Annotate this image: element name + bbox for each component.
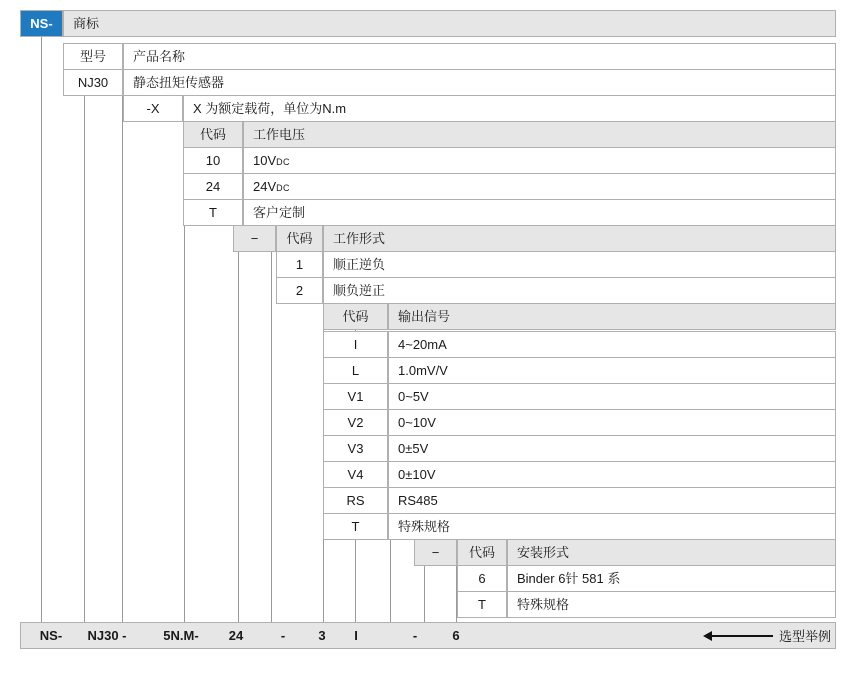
brand-label-cell: 商标 <box>63 10 836 37</box>
voltage-desc-10-text: 10V <box>253 153 277 168</box>
example-cell-brand: NS- <box>39 628 63 643</box>
model-code-cell: 型号 <box>63 43 123 70</box>
connector-line <box>390 538 391 623</box>
output-desc-v4: 0±10V <box>388 461 836 488</box>
output-desc-rs: RS485 <box>388 487 836 514</box>
mode-header-code: 代码 <box>276 225 323 252</box>
rated-code-cell: -X <box>123 95 183 122</box>
mount-header-code: 代码 <box>457 539 507 566</box>
mount-header-desc: 安装形式 <box>507 539 836 566</box>
output-code-i: I <box>323 331 388 358</box>
voltage-code-10: 10 <box>183 147 243 174</box>
example-cell-mode: 3 <box>318 628 326 643</box>
connector-line <box>41 35 42 623</box>
voltage-code-24: 24 <box>183 173 243 200</box>
voltage-code-t: T <box>183 199 243 226</box>
voltage-header-code: 代码 <box>183 121 243 148</box>
left-arrow-icon <box>703 631 773 641</box>
example-note-group <box>703 623 831 648</box>
mount-desc-t: 特殊规格 <box>507 591 836 618</box>
output-header-desc: 输出信号 <box>388 303 836 330</box>
voltage-desc-24-text: 24V <box>253 179 277 194</box>
example-cell-output: I <box>354 628 358 643</box>
mount-code-6: 6 <box>457 565 507 592</box>
output-code-t: T <box>323 513 388 540</box>
mode-desc-1: 顺正逆负 <box>323 251 836 278</box>
output-code-v2: V2 <box>323 409 388 436</box>
example-row <box>20 622 836 649</box>
output-desc-v1: 0~5V <box>388 383 836 410</box>
output-code-l: L <box>323 357 388 384</box>
example-cell-voltage: 24 <box>228 628 244 643</box>
mount-desc-6: Binder 6针 581 系 <box>507 565 836 592</box>
connector-line <box>271 226 272 623</box>
mode-code-1: 1 <box>276 251 323 278</box>
output-code-v1: V1 <box>323 383 388 410</box>
voltage-desc-10-sub: DC <box>276 157 290 167</box>
rated-desc-cell: X 为额定载荷，单位为N.m <box>183 95 836 122</box>
series-desc-cell: 静态扭矩传感器 <box>123 69 836 96</box>
voltage-header-desc: 工作电压 <box>243 121 836 148</box>
example-cell-dash-2: - <box>412 628 418 643</box>
connector-line <box>238 226 239 623</box>
mode-header-desc: 工作形式 <box>323 225 836 252</box>
output-desc-v2: 0~10V <box>388 409 836 436</box>
output-code-v4: V4 <box>323 461 388 488</box>
example-cell-series: NJ30 - <box>87 628 127 643</box>
output-code-rs: RS <box>323 487 388 514</box>
output-desc-v3: 0±5V <box>388 435 836 462</box>
voltage-desc-24 <box>243 173 836 200</box>
mode-dash-cell: − <box>233 225 276 252</box>
output-header-code: 代码 <box>323 303 388 330</box>
output-code-v3: V3 <box>323 435 388 462</box>
output-desc-t: 特殊规格 <box>388 513 836 540</box>
output-desc-i: 4~20mA <box>388 331 836 358</box>
brand-code-cell: NS- <box>20 10 63 37</box>
example-cell-rated: 5N.M- <box>163 628 199 643</box>
mount-code-t: T <box>457 591 507 618</box>
example-cell-mount: 6 <box>452 628 460 643</box>
voltage-desc-10 <box>243 147 836 174</box>
mount-dash-cell: − <box>414 539 457 566</box>
output-desc-l: 1.0mV/V <box>388 357 836 384</box>
series-code-cell: NJ30 <box>63 69 123 96</box>
voltage-desc-t: 客户定制 <box>243 199 836 226</box>
example-cell-dash-1: - <box>280 628 286 643</box>
example-note-label: 选型举例 <box>778 629 831 644</box>
mode-code-2: 2 <box>276 277 323 304</box>
connector-line <box>122 96 123 623</box>
voltage-desc-24-sub: DC <box>276 183 290 193</box>
connector-line <box>84 70 85 623</box>
model-desc-cell: 产品名称 <box>123 43 836 70</box>
mode-desc-2: 顺负逆正 <box>323 277 836 304</box>
